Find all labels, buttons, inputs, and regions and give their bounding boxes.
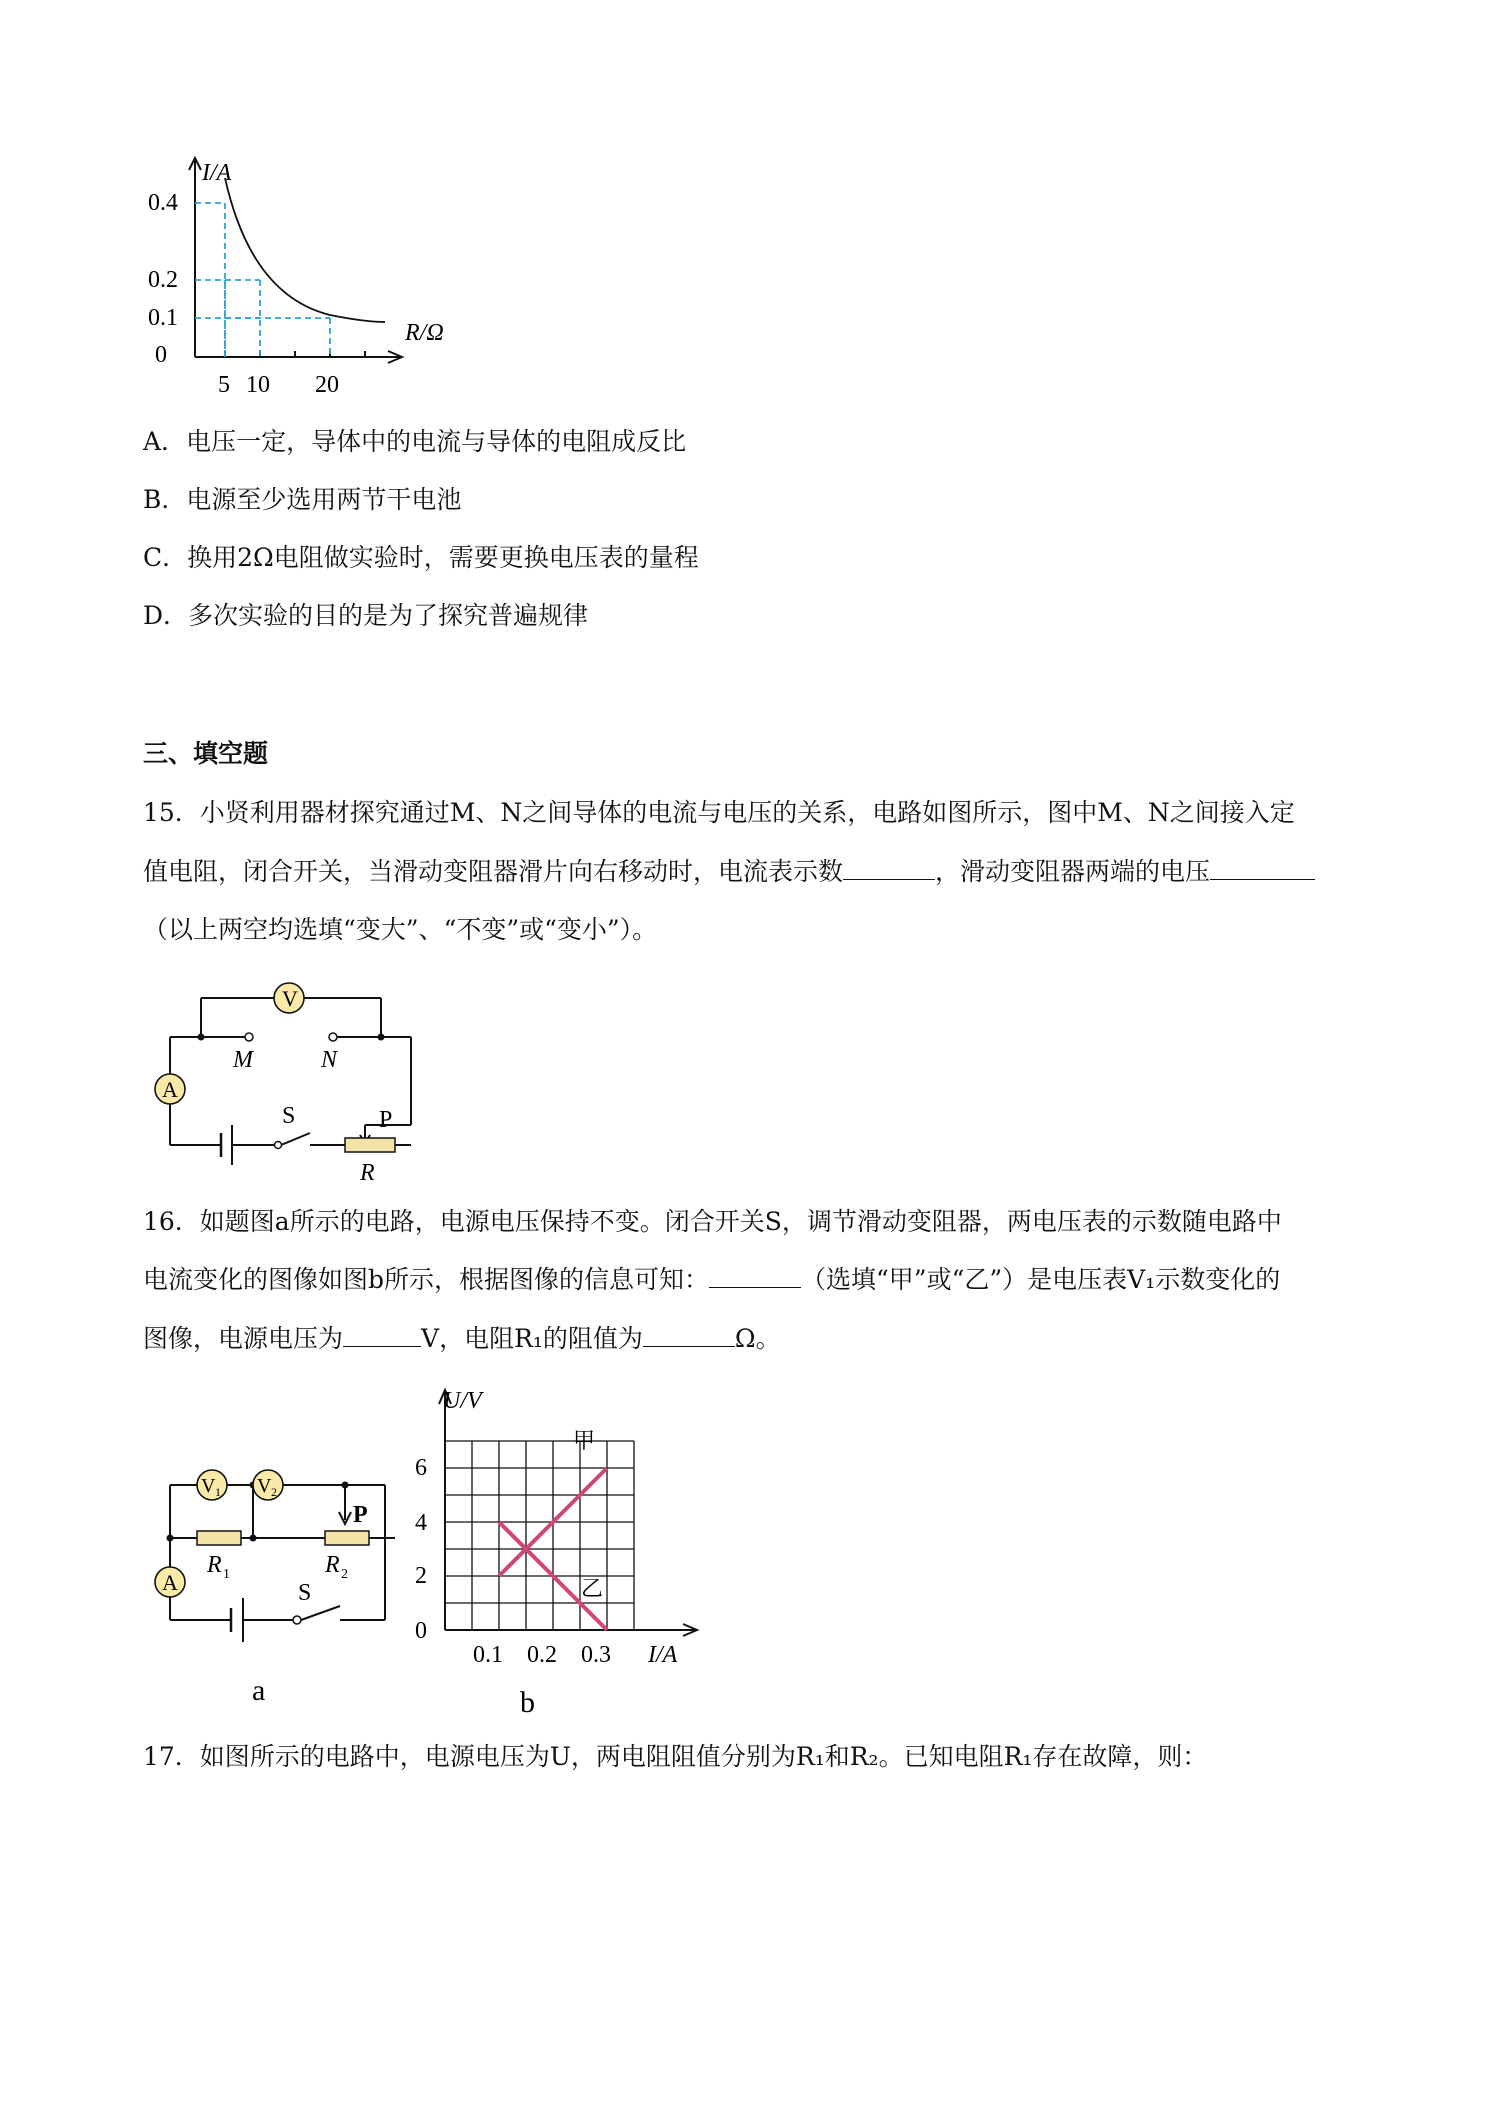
option-b: B．电源至少选用两节干电池 xyxy=(143,485,462,514)
q16-blank-2[interactable] xyxy=(343,1324,421,1347)
svg-text:P: P xyxy=(379,1107,393,1133)
svg-text:N: N xyxy=(321,1047,338,1073)
ir-xtick: 5 xyxy=(218,372,230,398)
section-title: 三、填空题 xyxy=(143,739,269,768)
graph-b-ytick: 4 xyxy=(415,1510,427,1536)
ir-ytick: 0.1 xyxy=(148,305,178,331)
graph-b-ytick: 6 xyxy=(415,1455,427,1481)
series-label-jia: 甲 xyxy=(573,1428,596,1453)
svg-text:a: a xyxy=(252,1674,266,1707)
svg-text:R: R xyxy=(207,1552,222,1578)
svg-text:A: A xyxy=(162,1570,178,1595)
svg-text:A: A xyxy=(162,1077,178,1102)
q17-line1: 17．如图所示的电路中，电源电压为U，两电阻阻值分别为R₁和R₂。已知电阻R₁存在故障，则： xyxy=(143,1742,1208,1771)
resistor-r1 xyxy=(197,1531,241,1545)
series-label-yi: 乙 xyxy=(581,1576,604,1601)
terminal-n-dot xyxy=(329,1033,337,1041)
ir-xtick: 20 xyxy=(315,372,339,398)
svg-text:M: M xyxy=(233,1047,253,1073)
graph-b-xtick: 0.3 xyxy=(581,1642,611,1668)
svg-text:b: b xyxy=(520,1686,535,1719)
svg-text:1: 1 xyxy=(223,1567,230,1582)
svg-text:2: 2 xyxy=(341,1567,348,1582)
svg-text:P: P xyxy=(353,1502,368,1528)
svg-text:R: R xyxy=(360,1160,375,1186)
q15-line1: 15．小贤利用器材探究通过M、N之间导体的电流与电压的关系，电路如图所示，图中M、N之间接入定 xyxy=(143,798,1295,827)
svg-text:1: 1 xyxy=(215,1485,221,1499)
q15-circuit xyxy=(145,965,435,1190)
ir-ytick: 0.4 xyxy=(148,190,178,216)
q15-blank-2[interactable] xyxy=(1210,857,1315,880)
graph-b-xtick: 0.2 xyxy=(527,1642,557,1668)
svg-text:U/V: U/V xyxy=(443,1388,482,1414)
ir-ytick: 0.2 xyxy=(148,267,178,293)
ir-guide-lines xyxy=(195,203,330,357)
svg-text:V: V xyxy=(282,986,298,1011)
svg-text:I/A: I/A xyxy=(648,1642,678,1668)
rheostat-r2 xyxy=(325,1531,369,1545)
ir-curve xyxy=(225,178,385,322)
terminal-m-dot xyxy=(245,1033,253,1041)
svg-text:2: 2 xyxy=(271,1485,277,1499)
svg-text:S: S xyxy=(298,1580,312,1606)
q15-blank-1[interactable] xyxy=(843,857,935,880)
q16-blank-1[interactable] xyxy=(709,1265,801,1288)
q15-line3: （以上两空均选填“变大”、“不变”或“变小”）。 xyxy=(143,915,658,944)
option-c: C．换用2Ω电阻做实验时，需要更换电压表的量程 xyxy=(143,543,699,572)
q16-graph-b xyxy=(405,1380,725,1720)
svg-text:S: S xyxy=(282,1103,296,1129)
q15-line2: 值电阻，闭合开关，当滑动变阻器滑片向右移动时，电流表示数 ，滑动变阻器两端的电压 xyxy=(143,855,1315,889)
q16-line3: 图像，电源电压为 V，电阻R₁的阻值为 Ω。 xyxy=(143,1324,781,1353)
ir-y-label: I/A xyxy=(202,160,232,186)
ir-xtick: 10 xyxy=(246,372,270,398)
svg-text:V: V xyxy=(201,1475,216,1497)
option-a: A．电压一定，导体中的电流与导体的电阻成反比 xyxy=(143,427,687,456)
q16-line2: 电流变化的图像如图b所示，根据图像的信息可知： （选填“甲”或“乙”）是电压表V₁示数变化的 xyxy=(143,1265,1281,1294)
q16-circuit-a xyxy=(145,1460,405,1720)
q16-blank-3[interactable] xyxy=(643,1324,735,1347)
svg-text:R: R xyxy=(325,1552,340,1578)
ir-origin: 0 xyxy=(155,342,167,368)
graph-b-ytick: 2 xyxy=(415,1563,427,1589)
graph-b-ytick: 0 xyxy=(415,1618,427,1644)
svg-text:V: V xyxy=(257,1475,272,1497)
rheostat-r xyxy=(345,1138,395,1152)
q16-line1: 16．如题图a所示的电路，电源电压保持不变。闭合开关S，调节滑动变阻器，两电压表的示数随电路中 xyxy=(143,1207,1282,1236)
ir-x-label: R/Ω xyxy=(405,320,444,346)
ir-graph xyxy=(130,150,460,410)
option-d: D．多次实验的目的是为了探究普遍规律 xyxy=(143,601,589,630)
graph-b-xtick: 0.1 xyxy=(473,1642,503,1668)
